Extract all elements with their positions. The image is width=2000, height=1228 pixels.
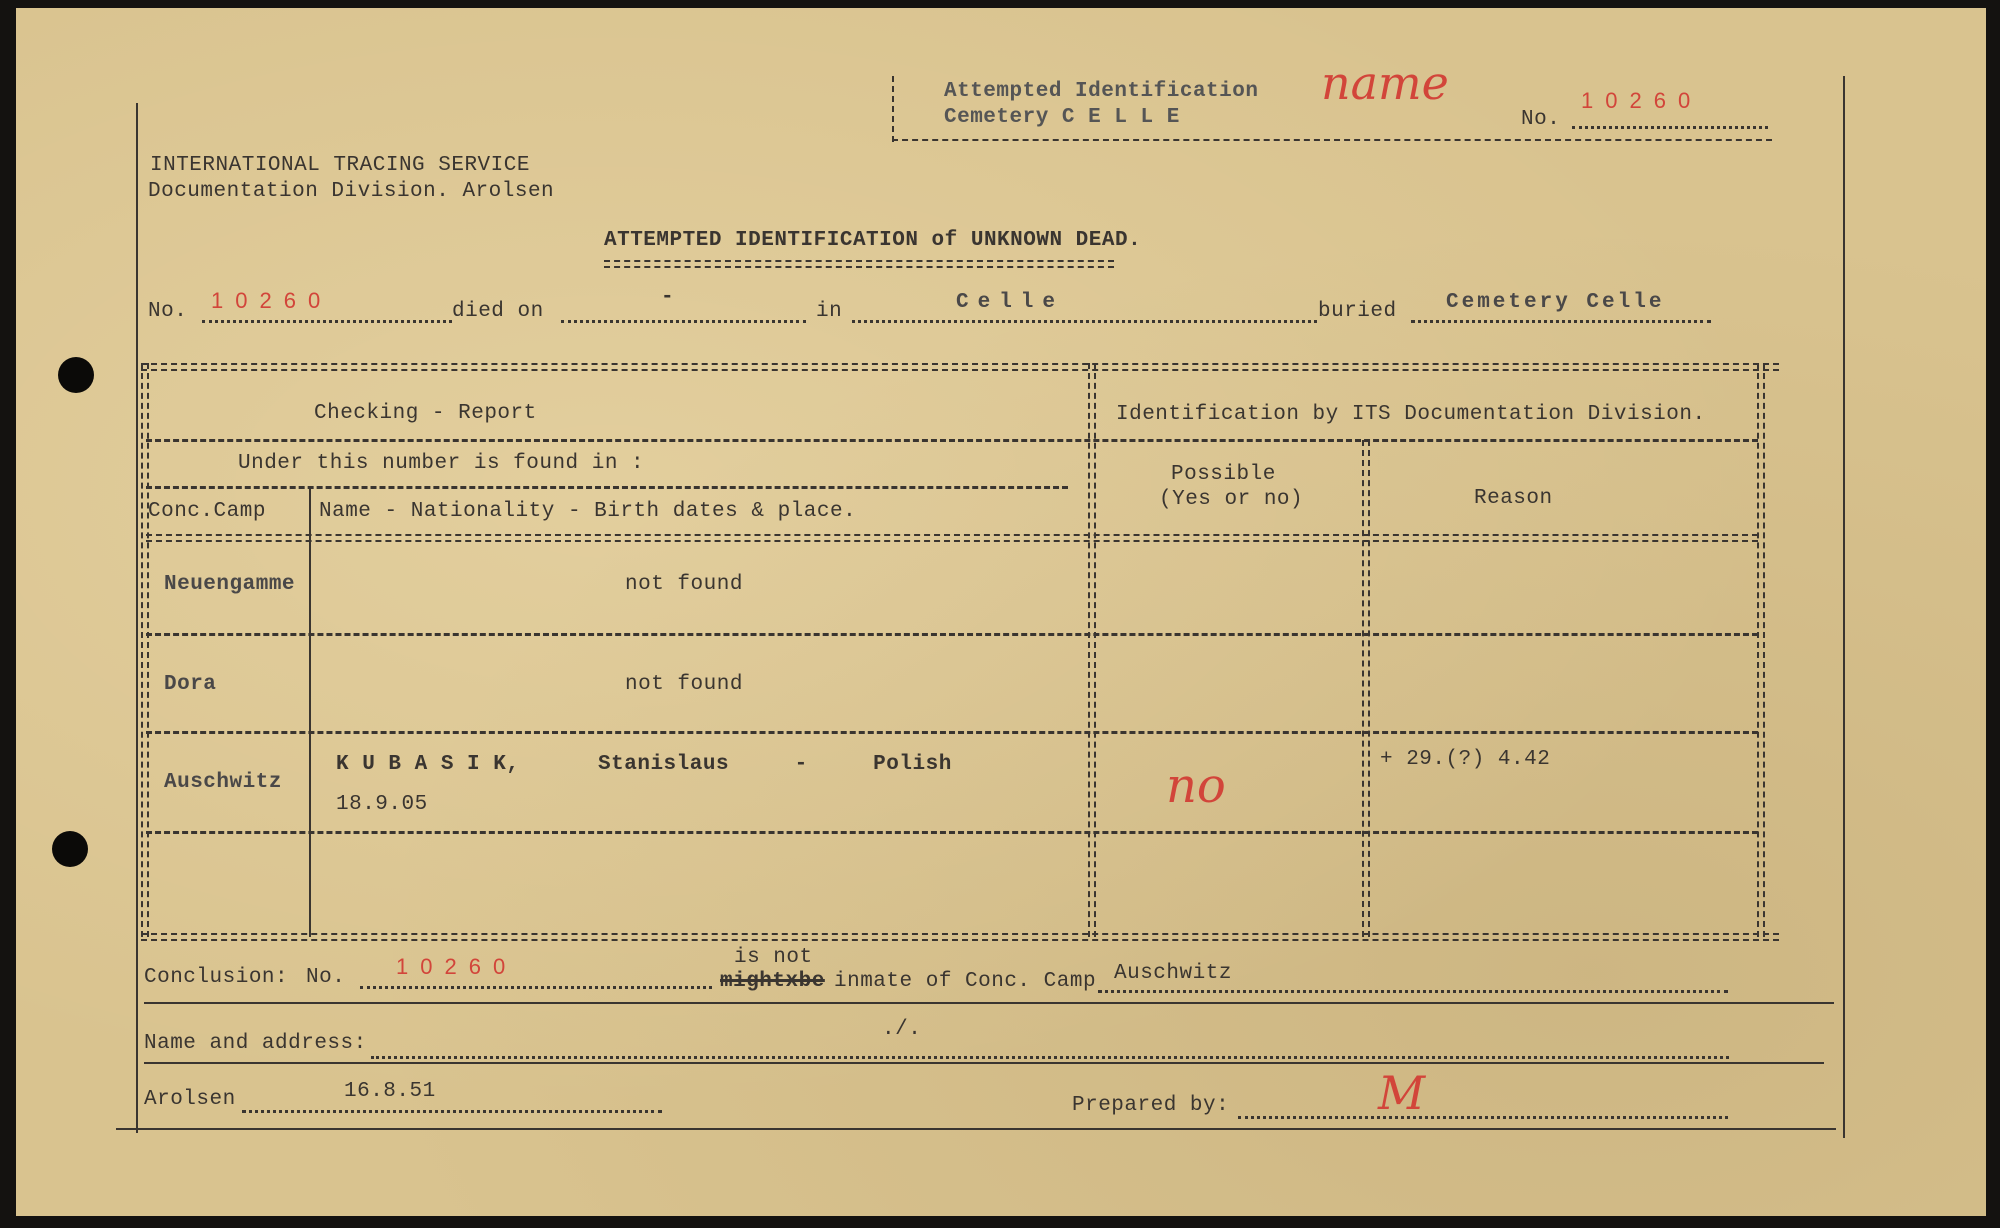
conclusion-struck-word: mightxbe (720, 970, 825, 993)
header-no-label: No. (1521, 108, 1561, 131)
table-row-3-reason: + 29.(?) 4.42 (1380, 748, 1551, 771)
header-sep-line (146, 439, 1758, 442)
prepared-by-label: Prepared by: (1072, 1094, 1230, 1117)
buried-label: buried (1318, 300, 1397, 323)
footer-date: 16.8.51 (344, 1080, 436, 1103)
in-dots (852, 320, 1317, 323)
header-box-bottom (892, 139, 1772, 141)
buried-dots (1411, 320, 1711, 323)
conclusion-is-not: is not (734, 946, 813, 969)
table-top-line (141, 363, 1779, 371)
address-label: Name and address: (144, 1032, 367, 1055)
conclusion-inmate-text: inmate of Conc. Camp (834, 970, 1097, 993)
org-line1: INTERNATIONAL TRACING SERVICE (150, 154, 530, 177)
died-label: died on (452, 300, 544, 323)
prepared-by-initial: M (1378, 1066, 1426, 1120)
table-bottom-line (141, 933, 1779, 941)
col-possible-header-1: Possible (1171, 463, 1276, 486)
right-border (1843, 76, 1845, 1138)
col-name-header: Name - Nationality - Birth dates & place. (319, 500, 857, 523)
header-box-line2: Cemetery C E L L E (944, 106, 1180, 129)
table-row-3-birth: 18.9.05 (336, 793, 428, 816)
col-header-underline (146, 534, 1758, 542)
conclusion-no-value: 10260 (396, 954, 518, 979)
record-no-value: 10260 (211, 288, 333, 313)
table-row-3-possible: no (1166, 758, 1226, 814)
footer-place: Arolsen (144, 1088, 236, 1111)
in-label: in (816, 300, 843, 323)
conclusion-camp: Auschwitz (1114, 962, 1232, 985)
found-in-underline (146, 486, 1068, 489)
table-row-3-name: K U B A S I K, Stanislaus - Polish (336, 753, 952, 776)
address-rule (144, 1062, 1824, 1064)
punch-hole-top (58, 357, 94, 393)
in-value: Celle (956, 291, 1065, 314)
died-value: - (661, 286, 675, 309)
title-underline (604, 260, 1114, 268)
document-card (16, 8, 1986, 1216)
table-row-2-camp: Dora (164, 673, 217, 696)
table-possible-divider (1362, 440, 1370, 937)
org-line2: Documentation Division. Arolsen (148, 180, 555, 203)
footer-date-dots (242, 1110, 662, 1113)
header-box-line1: Attempted Identification (944, 80, 1259, 103)
row-sep-1 (146, 633, 1758, 636)
header-no-dots (1572, 126, 1768, 129)
page-title: ATTEMPTED IDENTIFICATION of UNKNOWN DEAD. (604, 229, 1142, 252)
table-camp-divider (309, 486, 311, 937)
identification-heading: Identification by ITS Documentation Division. (1116, 403, 1706, 426)
died-dots (561, 320, 806, 323)
conclusion-camp-dots (1098, 990, 1728, 993)
conclusion-no-label: No. (306, 966, 346, 989)
handwritten-name-mark: name (1321, 56, 1449, 110)
table-row-1-name: not found (625, 573, 743, 596)
conclusion-no-dots (360, 986, 712, 989)
address-value: ./. (882, 1018, 922, 1041)
found-in-label: Under this number is found in : (238, 452, 645, 475)
header-no-value: 10260 (1581, 88, 1703, 113)
record-no-dots (202, 320, 452, 323)
prepared-by-dots (1238, 1116, 1728, 1119)
conclusion-label: Conclusion: (144, 966, 289, 989)
table-row-1-camp: Neuengamme (164, 573, 296, 596)
row-sep-3 (146, 831, 1758, 834)
punch-hole-bottom (52, 831, 88, 867)
table-row-3-camp: Auschwitz (164, 771, 282, 794)
header-box-left (892, 76, 894, 142)
buried-value: Cemetery Celle (1446, 291, 1665, 314)
col-reason-header: Reason (1474, 487, 1553, 510)
col-camp-header: Conc.Camp (148, 500, 266, 523)
row-sep-2 (146, 731, 1758, 734)
table-left-line (141, 363, 149, 937)
record-no-label: No. (148, 300, 188, 323)
table-right-line (1757, 363, 1765, 937)
table-row-2-name: not found (625, 673, 743, 696)
bottom-border (116, 1128, 1836, 1130)
col-possible-header-2: (Yes or no) (1159, 488, 1304, 511)
address-dots (371, 1056, 1729, 1059)
table-mid-divider (1088, 363, 1096, 937)
checking-report-heading: Checking - Report (314, 402, 537, 425)
left-border (136, 103, 138, 1133)
conclusion-rule (144, 1002, 1834, 1004)
